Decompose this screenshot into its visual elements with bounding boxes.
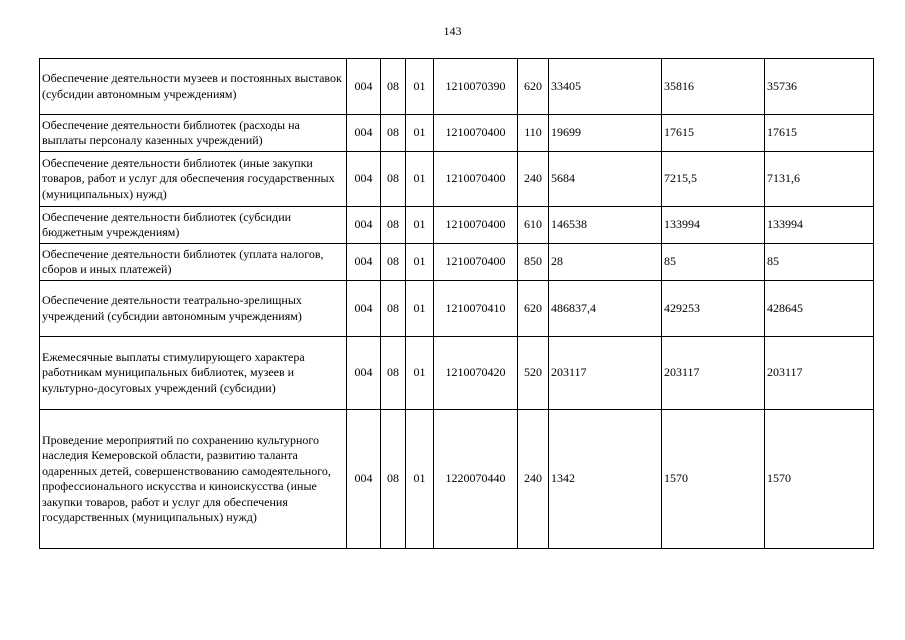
budget-table xyxy=(39,58,874,549)
table-row xyxy=(40,59,874,115)
ministry-code: 004 xyxy=(347,207,381,244)
target-article-code: 1210070410 xyxy=(434,281,518,337)
target-article-code: 1210070400 xyxy=(434,207,518,244)
row-description: Обеспечение деятельности библиотек (иные закупки товаров, работ и услуг для обеспечения государственных (муниципальных) нужд) xyxy=(40,152,347,207)
page-number: 143 xyxy=(443,24,462,38)
amount-year-2: 35816 xyxy=(662,59,765,115)
target-article-code: 1210070400 xyxy=(434,152,518,207)
ministry-code: 004 xyxy=(347,59,381,115)
row-description: Обеспечение деятельности театрально-зрелищных учреждений (субсидии автономным учреждениям) xyxy=(40,281,347,337)
subsection-code: 01 xyxy=(406,410,434,549)
expense-type-code: 240 xyxy=(518,152,549,207)
section-code: 08 xyxy=(381,207,406,244)
expense-type-code: 620 xyxy=(518,281,549,337)
target-article-code: 1210070390 xyxy=(434,59,518,115)
expense-type-code: 240 xyxy=(518,410,549,549)
subsection-code: 01 xyxy=(406,152,434,207)
row-description: Обеспечение деятельности музеев и постоянных выставок (субсидии автономным учреждениям) xyxy=(40,59,347,115)
amount-year-1: 28 xyxy=(549,244,662,281)
ministry-code: 004 xyxy=(347,281,381,337)
target-article-code: 1210070420 xyxy=(434,337,518,410)
amount-year-3: 133994 xyxy=(765,207,874,244)
target-article-code: 1210070400 xyxy=(434,244,518,281)
section-code: 08 xyxy=(381,115,406,152)
subsection-code: 01 xyxy=(406,59,434,115)
row-description: Обеспечение деятельности библиотек (уплата налогов, сборов и иных платежей) xyxy=(40,244,347,281)
table-row xyxy=(40,281,874,337)
section-code: 08 xyxy=(381,152,406,207)
amount-year-1: 33405 xyxy=(549,59,662,115)
amount-year-2: 203117 xyxy=(662,337,765,410)
expense-type-code: 850 xyxy=(518,244,549,281)
row-description: Обеспечение деятельности библиотек (субсидии бюджетным учреждениям) xyxy=(40,207,347,244)
ministry-code: 004 xyxy=(347,337,381,410)
amount-year-3: 17615 xyxy=(765,115,874,152)
section-code: 08 xyxy=(381,59,406,115)
amount-year-3: 85 xyxy=(765,244,874,281)
expense-type-code: 610 xyxy=(518,207,549,244)
table-row xyxy=(40,152,874,207)
amount-year-1: 203117 xyxy=(549,337,662,410)
ministry-code: 004 xyxy=(347,244,381,281)
target-article-code: 1210070400 xyxy=(434,115,518,152)
section-code: 08 xyxy=(381,337,406,410)
expense-type-code: 520 xyxy=(518,337,549,410)
subsection-code: 01 xyxy=(406,281,434,337)
amount-year-2: 85 xyxy=(662,244,765,281)
section-code: 08 xyxy=(381,410,406,549)
amount-year-3: 428645 xyxy=(765,281,874,337)
subsection-code: 01 xyxy=(406,207,434,244)
expense-type-code: 620 xyxy=(518,59,549,115)
amount-year-2: 17615 xyxy=(662,115,765,152)
ministry-code: 004 xyxy=(347,115,381,152)
ministry-code: 004 xyxy=(347,152,381,207)
amount-year-1: 1342 xyxy=(549,410,662,549)
amount-year-3: 1570 xyxy=(765,410,874,549)
amount-year-2: 1570 xyxy=(662,410,765,549)
row-description: Обеспечение деятельности библиотек (расходы на выплаты персоналу казенных учреждений) xyxy=(40,115,347,152)
subsection-code: 01 xyxy=(406,115,434,152)
amount-year-1: 486837,4 xyxy=(549,281,662,337)
ministry-code: 004 xyxy=(347,410,381,549)
row-description: Ежемесячные выплаты стимулирующего характера работникам муниципальных библиотек, музеев и культурно-досуговых учреждений (субсидии) xyxy=(40,337,347,410)
amount-year-1: 146538 xyxy=(549,207,662,244)
section-code: 08 xyxy=(381,281,406,337)
amount-year-1: 19699 xyxy=(549,115,662,152)
amount-year-3: 7131,6 xyxy=(765,152,874,207)
section-code: 08 xyxy=(381,244,406,281)
amount-year-2: 7215,5 xyxy=(662,152,765,207)
amount-year-2: 133994 xyxy=(662,207,765,244)
amount-year-2: 429253 xyxy=(662,281,765,337)
target-article-code: 1220070440 xyxy=(434,410,518,549)
subsection-code: 01 xyxy=(406,337,434,410)
expense-type-code: 110 xyxy=(518,115,549,152)
subsection-code: 01 xyxy=(406,244,434,281)
amount-year-3: 203117 xyxy=(765,337,874,410)
row-description: Проведение мероприятий по сохранению культурного наследия Кемеровской области, развитию таланта одаренных детей, совершенствованию самодеятельного, профессионального искусства и киноискусства (иные закупки товаров, работ и услуг для обеспечения государственных (муниципальных) нужд) xyxy=(40,410,347,549)
amount-year-1: 5684 xyxy=(549,152,662,207)
table-row xyxy=(40,207,874,244)
amount-year-3: 35736 xyxy=(765,59,874,115)
table-row xyxy=(40,337,874,410)
table-row xyxy=(40,115,874,152)
table-row xyxy=(40,410,874,549)
table-row xyxy=(40,244,874,281)
